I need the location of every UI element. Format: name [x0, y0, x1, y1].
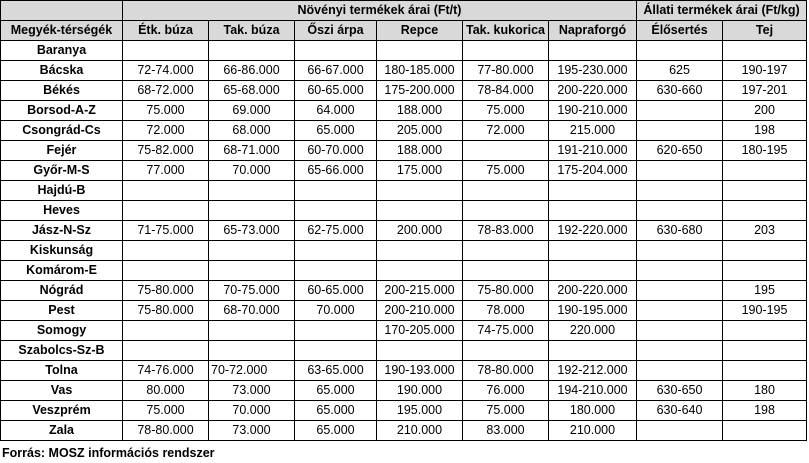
tej-cell [723, 161, 807, 181]
napraforgo-cell [549, 181, 637, 201]
elosertes-cell [637, 241, 723, 261]
napraforgo-cell: 180.000 [549, 401, 637, 421]
etk-buza-cell [123, 201, 209, 221]
napraforgo-cell: 191-210.000 [549, 141, 637, 161]
region-cell: Győr-M-S [1, 161, 123, 181]
tak-buza-column-header: Tak. búza [209, 21, 295, 41]
elosertes-cell: 625 [637, 61, 723, 81]
region-cell: Pest [1, 301, 123, 321]
repce-cell: 210.000 [377, 421, 463, 441]
repce-cell [377, 261, 463, 281]
region-cell: Csongrád-Cs [1, 121, 123, 141]
tak-kukorica-cell: 77-80.000 [463, 61, 549, 81]
tak-kukorica-cell: 75.000 [463, 161, 549, 181]
etk-buza-column-header: Étk. búza [123, 21, 209, 41]
oszi-arpa-cell: 64.000 [295, 101, 377, 121]
region-cell: Borsod-A-Z [1, 101, 123, 121]
tej-cell: 198 [723, 121, 807, 141]
region-cell: Somogy [1, 321, 123, 341]
plant-prices-group-header: Növényi termékek árai (Ft/t) [123, 1, 637, 21]
repce-cell: 188.000 [377, 141, 463, 161]
napraforgo-cell: 195-230.000 [549, 61, 637, 81]
region-cell: Zala [1, 421, 123, 441]
tak-buza-cell [209, 41, 295, 61]
repce-cell: 188.000 [377, 101, 463, 121]
tak-buza-cell [209, 241, 295, 261]
napraforgo-cell: 175-204.000 [549, 161, 637, 181]
napraforgo-cell [549, 41, 637, 61]
tak-kukorica-cell: 75.000 [463, 401, 549, 421]
oszi-arpa-cell: 62-75.000 [295, 221, 377, 241]
tak-buza-cell: 65-73.000 [209, 221, 295, 241]
corner-cell [1, 1, 123, 21]
elosertes-cell [637, 41, 723, 61]
repce-cell: 170-205.000 [377, 321, 463, 341]
tak-buza-cell: 70.000 [209, 161, 295, 181]
oszi-arpa-cell: 66-67.000 [295, 61, 377, 81]
tak-buza-cell: 66-86.000 [209, 61, 295, 81]
etk-buza-cell: 75.000 [123, 101, 209, 121]
tak-kukorica-cell: 72.000 [463, 121, 549, 141]
tak-buza-cell: 65-68.000 [209, 81, 295, 101]
elosertes-column-header: Élősertés [637, 21, 723, 41]
tak-kukorica-cell: 78.000 [463, 301, 549, 321]
napraforgo-cell: 190-210.000 [549, 101, 637, 121]
etk-buza-cell [123, 41, 209, 61]
repce-cell: 180-185.000 [377, 61, 463, 81]
table-row [1, 61, 807, 81]
etk-buza-cell: 80.000 [123, 381, 209, 401]
etk-buza-cell [123, 261, 209, 281]
tak-kukorica-cell: 74-75.000 [463, 321, 549, 341]
tej-cell: 198 [723, 401, 807, 421]
napraforgo-cell: 200-220.000 [549, 81, 637, 101]
region-column-header: Megyék-térségék [1, 21, 123, 41]
tak-kukorica-cell: 75-80.000 [463, 281, 549, 301]
tak-buza-cell [209, 321, 295, 341]
table-row [1, 361, 807, 381]
etk-buza-cell: 72-74.000 [123, 61, 209, 81]
oszi-arpa-cell [295, 341, 377, 361]
elosertes-cell [637, 421, 723, 441]
table-row [1, 261, 807, 281]
tej-cell: 180-195 [723, 141, 807, 161]
tak-kukorica-cell: 83.000 [463, 421, 549, 441]
region-cell: Békés [1, 81, 123, 101]
tej-cell: 190-195 [723, 301, 807, 321]
napraforgo-cell: 210.000 [549, 421, 637, 441]
elosertes-cell: 630-680 [637, 221, 723, 241]
tej-cell: 195 [723, 281, 807, 301]
region-cell: Fejér [1, 141, 123, 161]
napraforgo-cell: 200-220.000 [549, 281, 637, 301]
elosertes-cell [637, 301, 723, 321]
tej-cell [723, 361, 807, 381]
tej-cell [723, 261, 807, 281]
repce-cell [377, 241, 463, 261]
napraforgo-cell [549, 261, 637, 281]
table-row [1, 301, 807, 321]
repce-cell: 200-210.000 [377, 301, 463, 321]
napraforgo-column-header: Napraforgó [549, 21, 637, 41]
repce-cell: 200.000 [377, 221, 463, 241]
tak-kukorica-cell [463, 241, 549, 261]
tej-cell: 180 [723, 381, 807, 401]
etk-buza-cell: 75-80.000 [123, 301, 209, 321]
repce-column-header: Repce [377, 21, 463, 41]
table-row [1, 221, 807, 241]
etk-buza-cell: 78-80.000 [123, 421, 209, 441]
etk-buza-cell: 75-82.000 [123, 141, 209, 161]
region-cell: Hajdú-B [1, 181, 123, 201]
napraforgo-cell: 220.000 [549, 321, 637, 341]
elosertes-cell [637, 361, 723, 381]
oszi-arpa-cell: 65.000 [295, 121, 377, 141]
repce-cell: 200-215.000 [377, 281, 463, 301]
napraforgo-cell [549, 341, 637, 361]
column-header-row [1, 21, 807, 41]
table-row [1, 401, 807, 421]
oszi-arpa-cell: 60-70.000 [295, 141, 377, 161]
oszi-arpa-cell: 63-65.000 [295, 361, 377, 381]
oszi-arpa-cell [295, 261, 377, 281]
table-row [1, 241, 807, 261]
table-row [1, 341, 807, 361]
tej-cell [723, 181, 807, 201]
oszi-arpa-cell: 60-65.000 [295, 281, 377, 301]
oszi-arpa-cell: 70.000 [295, 301, 377, 321]
tak-kukorica-cell [463, 41, 549, 61]
source-note: Forrás: MOSZ információs rendszer [2, 446, 215, 460]
tak-kukorica-cell: 78-83.000 [463, 221, 549, 241]
region-cell: Nógrád [1, 281, 123, 301]
elosertes-cell [637, 261, 723, 281]
tej-column-header: Tej [723, 21, 807, 41]
region-cell: Baranya [1, 41, 123, 61]
group-header-row [1, 1, 807, 21]
table-row [1, 281, 807, 301]
region-cell: Tolna [1, 361, 123, 381]
tak-kukorica-cell [463, 141, 549, 161]
etk-buza-cell: 72.000 [123, 121, 209, 141]
oszi-arpa-column-header: Őszi árpa [295, 21, 377, 41]
region-cell: Komárom-E [1, 261, 123, 281]
table-row [1, 161, 807, 181]
repce-cell [377, 201, 463, 221]
tak-kukorica-cell: 75.000 [463, 101, 549, 121]
repce-cell: 195.000 [377, 401, 463, 421]
tej-cell [723, 201, 807, 221]
table-row [1, 421, 807, 441]
table-row [1, 181, 807, 201]
elosertes-cell: 630-640 [637, 401, 723, 421]
region-cell: Jász-N-Sz [1, 221, 123, 241]
elosertes-cell: 620-650 [637, 141, 723, 161]
repce-cell [377, 41, 463, 61]
oszi-arpa-cell: 65.000 [295, 401, 377, 421]
tak-kukorica-cell [463, 201, 549, 221]
etk-buza-cell [123, 341, 209, 361]
table-row [1, 201, 807, 221]
etk-buza-cell: 77.000 [123, 161, 209, 181]
repce-cell: 175-200.000 [377, 81, 463, 101]
etk-buza-cell: 74-76.000 [123, 361, 209, 381]
tak-buza-cell [209, 181, 295, 201]
oszi-arpa-cell [295, 201, 377, 221]
tej-cell [723, 41, 807, 61]
repce-cell: 175.000 [377, 161, 463, 181]
tej-cell [723, 321, 807, 341]
napraforgo-cell: 215.000 [549, 121, 637, 141]
napraforgo-cell [549, 241, 637, 261]
oszi-arpa-cell: 65.000 [295, 381, 377, 401]
elosertes-cell [637, 181, 723, 201]
elosertes-cell [637, 321, 723, 341]
napraforgo-cell: 190-195.000 [549, 301, 637, 321]
table-row [1, 41, 807, 61]
tej-cell [723, 241, 807, 261]
oszi-arpa-cell: 65.000 [295, 421, 377, 441]
napraforgo-cell: 192-220.000 [549, 221, 637, 241]
animal-prices-group-header: Állati termékek árai (Ft/kg) [637, 1, 807, 21]
repce-cell: 205.000 [377, 121, 463, 141]
repce-cell: 190-193.000 [377, 361, 463, 381]
tak-buza-cell: 70.000 [209, 401, 295, 421]
region-cell: Kiskunság [1, 241, 123, 261]
elosertes-cell [637, 101, 723, 121]
etk-buza-cell [123, 181, 209, 201]
tak-buza-cell: 68-70.000 [209, 301, 295, 321]
repce-cell [377, 341, 463, 361]
napraforgo-cell: 194-210.000 [549, 381, 637, 401]
etk-buza-cell: 68-72.000 [123, 81, 209, 101]
elosertes-cell: 630-660 [637, 81, 723, 101]
region-cell: Bácska [1, 61, 123, 81]
tak-kukorica-column-header: Tak. kukorica [463, 21, 549, 41]
napraforgo-cell: 192-212.000 [549, 361, 637, 381]
tak-buza-cell [209, 261, 295, 281]
tak-kukorica-cell [463, 181, 549, 201]
tej-cell [723, 341, 807, 361]
table-body [1, 41, 807, 441]
tak-buza-cell: 70-72.000 [209, 361, 295, 381]
tej-cell: 197-201 [723, 81, 807, 101]
table-row [1, 321, 807, 341]
etk-buza-cell: 75.000 [123, 401, 209, 421]
tak-kukorica-cell: 76.000 [463, 381, 549, 401]
tak-buza-cell [209, 201, 295, 221]
etk-buza-cell [123, 321, 209, 341]
tak-kukorica-cell [463, 261, 549, 281]
oszi-arpa-cell [295, 41, 377, 61]
table-row [1, 141, 807, 161]
tej-cell [723, 421, 807, 441]
tak-buza-cell: 70-75.000 [209, 281, 295, 301]
region-cell: Vas [1, 381, 123, 401]
etk-buza-cell: 71-75.000 [123, 221, 209, 241]
elosertes-cell: 630-650 [637, 381, 723, 401]
tak-buza-cell: 68-71.000 [209, 141, 295, 161]
repce-cell [377, 181, 463, 201]
etk-buza-cell [123, 241, 209, 261]
tak-kukorica-cell: 78-80.000 [463, 361, 549, 381]
region-cell: Szabolcs-Sz-B [1, 341, 123, 361]
oszi-arpa-cell [295, 321, 377, 341]
tak-buza-cell: 73.000 [209, 421, 295, 441]
elosertes-cell [637, 341, 723, 361]
region-cell: Veszprém [1, 401, 123, 421]
tak-buza-cell: 68.000 [209, 121, 295, 141]
elosertes-cell [637, 281, 723, 301]
tej-cell: 203 [723, 221, 807, 241]
region-cell: Heves [1, 201, 123, 221]
tej-cell: 190-197 [723, 61, 807, 81]
repce-cell: 190.000 [377, 381, 463, 401]
oszi-arpa-cell: 60-65.000 [295, 81, 377, 101]
elosertes-cell [637, 161, 723, 181]
table-row [1, 381, 807, 401]
table-row [1, 81, 807, 101]
elosertes-cell [637, 121, 723, 141]
tak-kukorica-cell: 78-84.000 [463, 81, 549, 101]
oszi-arpa-cell [295, 181, 377, 201]
table-row [1, 121, 807, 141]
etk-buza-cell: 75-80.000 [123, 281, 209, 301]
table-row [1, 101, 807, 121]
tej-cell: 200 [723, 101, 807, 121]
oszi-arpa-cell: 65-66.000 [295, 161, 377, 181]
elosertes-cell [637, 201, 723, 221]
tak-buza-cell: 73.000 [209, 381, 295, 401]
oszi-arpa-cell [295, 241, 377, 261]
tak-kukorica-cell [463, 341, 549, 361]
tak-buza-cell [209, 341, 295, 361]
napraforgo-cell [549, 201, 637, 221]
tak-buza-cell: 69.000 [209, 101, 295, 121]
